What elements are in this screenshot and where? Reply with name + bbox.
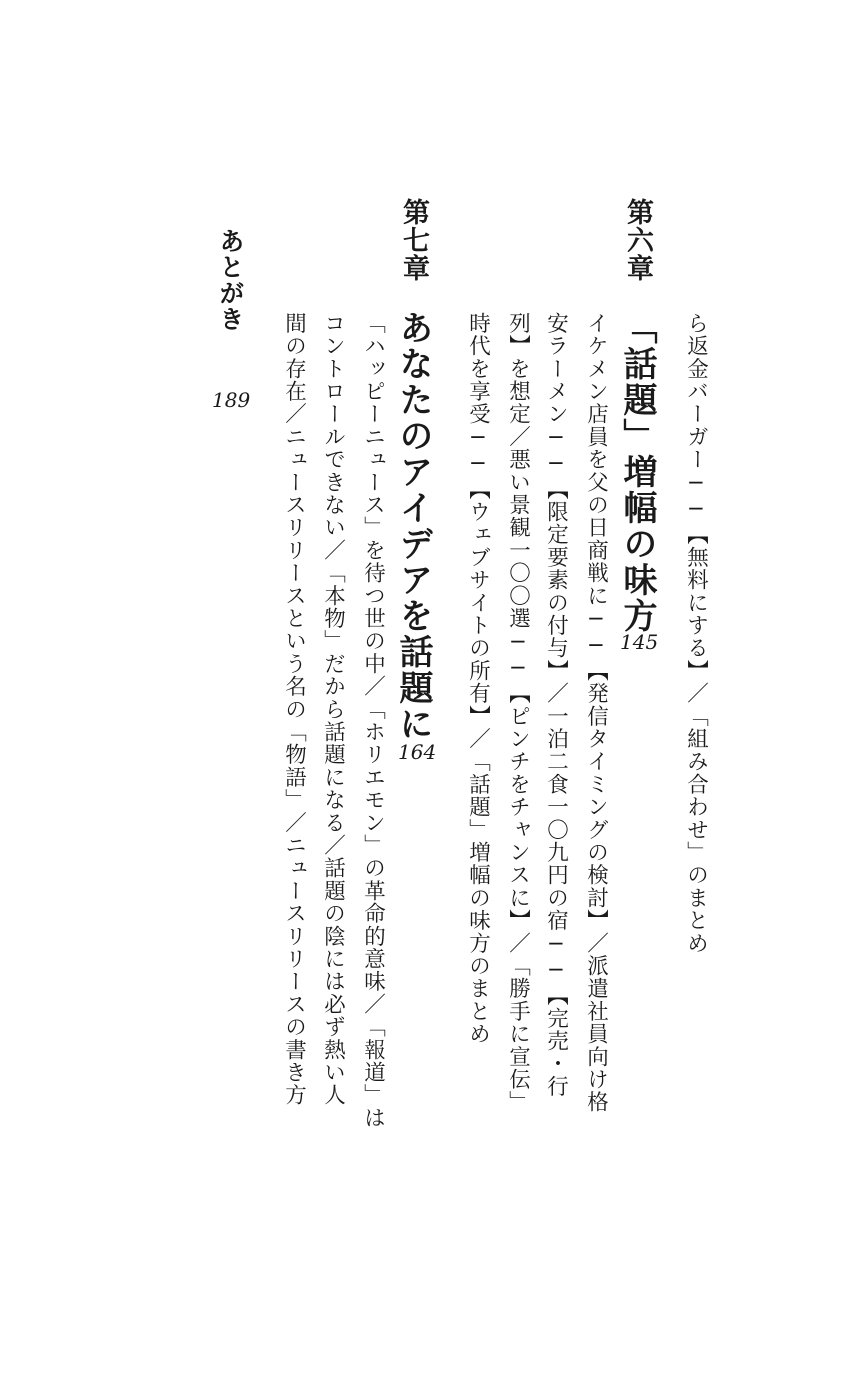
chapter6-page-number: 145 — [620, 630, 659, 654]
afterword-page-number: 189 — [212, 388, 251, 412]
chapter6-line-2: 安ラーメン──【限定要素の付与】／一泊二食一〇九円の宿──【完売・行 — [543, 312, 569, 1098]
chapter7-title: あなたのアイデアを話題に — [393, 310, 433, 742]
chapter6-line-1: イケメン店員を父の日商戦に──【発信タイミングの検討】／派遣社員向け格 — [583, 312, 609, 1114]
chapter7-line-3: 間の存在／ニュースリリースという名の「物語」／ニュースリリースの書き方 — [281, 312, 307, 1107]
prev-chapter-tail-line: ら返金バーガー──【無料にする】／「組み合わせ」のまとめ — [683, 312, 709, 955]
chapter6-label: 第六章 — [622, 198, 653, 282]
chapter7-line-1: 「ハッピーニュース」を待つ世の中／「ホリエモン」の革命的意味／「報道」は — [360, 312, 386, 1130]
chapter6-line-4: 時代を享受──【ウェブサイトの所有】／「話題」増幅の味方のまとめ — [465, 312, 491, 1046]
chapter7-page-number: 164 — [398, 740, 437, 764]
chapter7-line-2: コントロールできない／「本物」だから話題になる／話題の陰には必ず熱い人 — [320, 312, 346, 1107]
chapter7-label: 第七章 — [398, 198, 429, 282]
afterword-label: あとがき — [216, 228, 245, 332]
chapter6-title: 「話題」増幅の味方 — [617, 310, 657, 634]
chapter6-line-3: 列】を想定／悪い景観一〇〇選──【ピンチをチャンスに】／「勝手に宣伝」 — [505, 312, 531, 1114]
